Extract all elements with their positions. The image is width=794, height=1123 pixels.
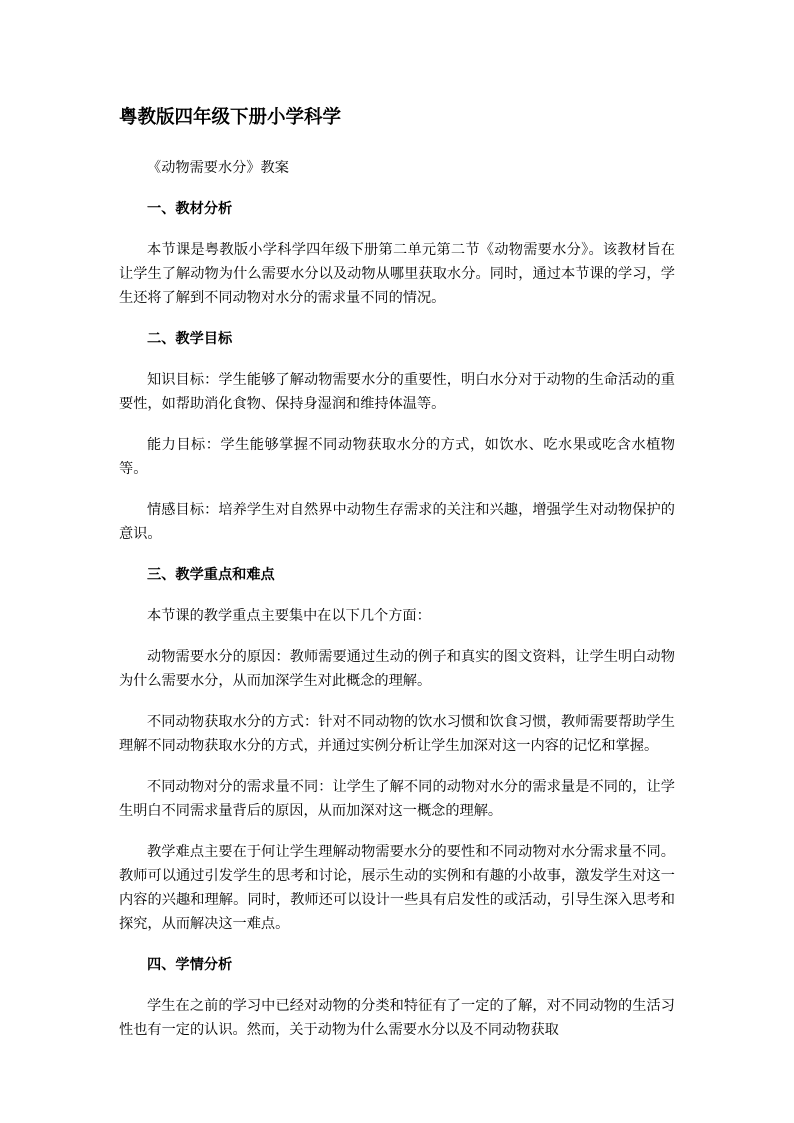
paragraph: 能力目标：学生能够掌握不同动物获取水分的方式，如饮水、吃水果或吃含水植物等。 xyxy=(119,437,675,477)
paragraph: 本节课是粤教版小学科学四年级下册第二单元第二节《动物需要水分》。该教材旨在让学生了解动物为什么需要水分以及动物从哪里获取水分。同时，通过本节课的学习，学生还将了解到不同动物对水分的需求量不同的情况。 xyxy=(119,242,675,306)
paragraph: 动物需要水分的原因：教师需要通过生动的例子和真实的图文资料，让学生明白动物为什么需要水分，从而加深学生对此概念的理解。 xyxy=(119,649,675,689)
paragraph: 本节课的教学重点主要集中在以下几个方面： xyxy=(147,608,431,624)
document-page xyxy=(119,104,675,1059)
paragraph: 学生在之前的学习中已经对动物的分类和特征有了一定的了解，对不同动物的生活习性也有一定的认识。然而，关于动物为什么需要水分以及不同动物获取 xyxy=(119,998,675,1038)
section-heading: 四、学情分析 xyxy=(147,957,233,973)
paragraph: 教学难点主要在于何让学生理解动物需要水分的要性和不同动物对水分需求量不同。教师可以通过引发学生的思考和讨论，展示生动的实例和有趣的小故事，激发学生对这一内容的兴趣和理解。同时，教师还可以设计一些具有启发性的或活动，引导生深入思考和探究，从而解决这一难点。 xyxy=(119,844,675,932)
section-teaching-goals xyxy=(119,327,675,546)
paragraph: 知识目标：学生能够了解动物需要水分的重要性，明白水分对于动物的生命活动的重要性，如帮助消化食物、保持身湿润和维持体温等。 xyxy=(119,372,675,412)
section-heading: 二、教学目标 xyxy=(147,331,233,347)
paragraph: 不同动物对分的需求量不同：让学生了解不同的动物对水分的需求量是不同的，让学生明白不同需求量背后的原因，从而加深对这一概念的理解。 xyxy=(119,779,675,819)
section-student-analysis xyxy=(119,953,675,1042)
document-subtitle: 《动物需要水分》教案 xyxy=(147,160,289,176)
section-heading: 一、教材分析 xyxy=(147,201,233,217)
section-key-points xyxy=(119,563,675,936)
paragraph: 不同动物获取水分的方式：针对不同动物的饮水习惯和饮食习惯，教师需要帮助学生理解不同动物获取水分的方式，并通过实例分析让学生加深对这一内容的记忆和掌握。 xyxy=(119,714,675,754)
document-title: 粤教版四年级下册小学科学 xyxy=(119,107,342,128)
paragraph: 情感目标：培养学生对自然界中动物生存需求的关注和兴趣，增强学生对动物保护的意识。 xyxy=(119,502,675,542)
section-textbook-analysis xyxy=(119,197,675,310)
section-heading: 三、教学重点和难点 xyxy=(147,567,275,583)
